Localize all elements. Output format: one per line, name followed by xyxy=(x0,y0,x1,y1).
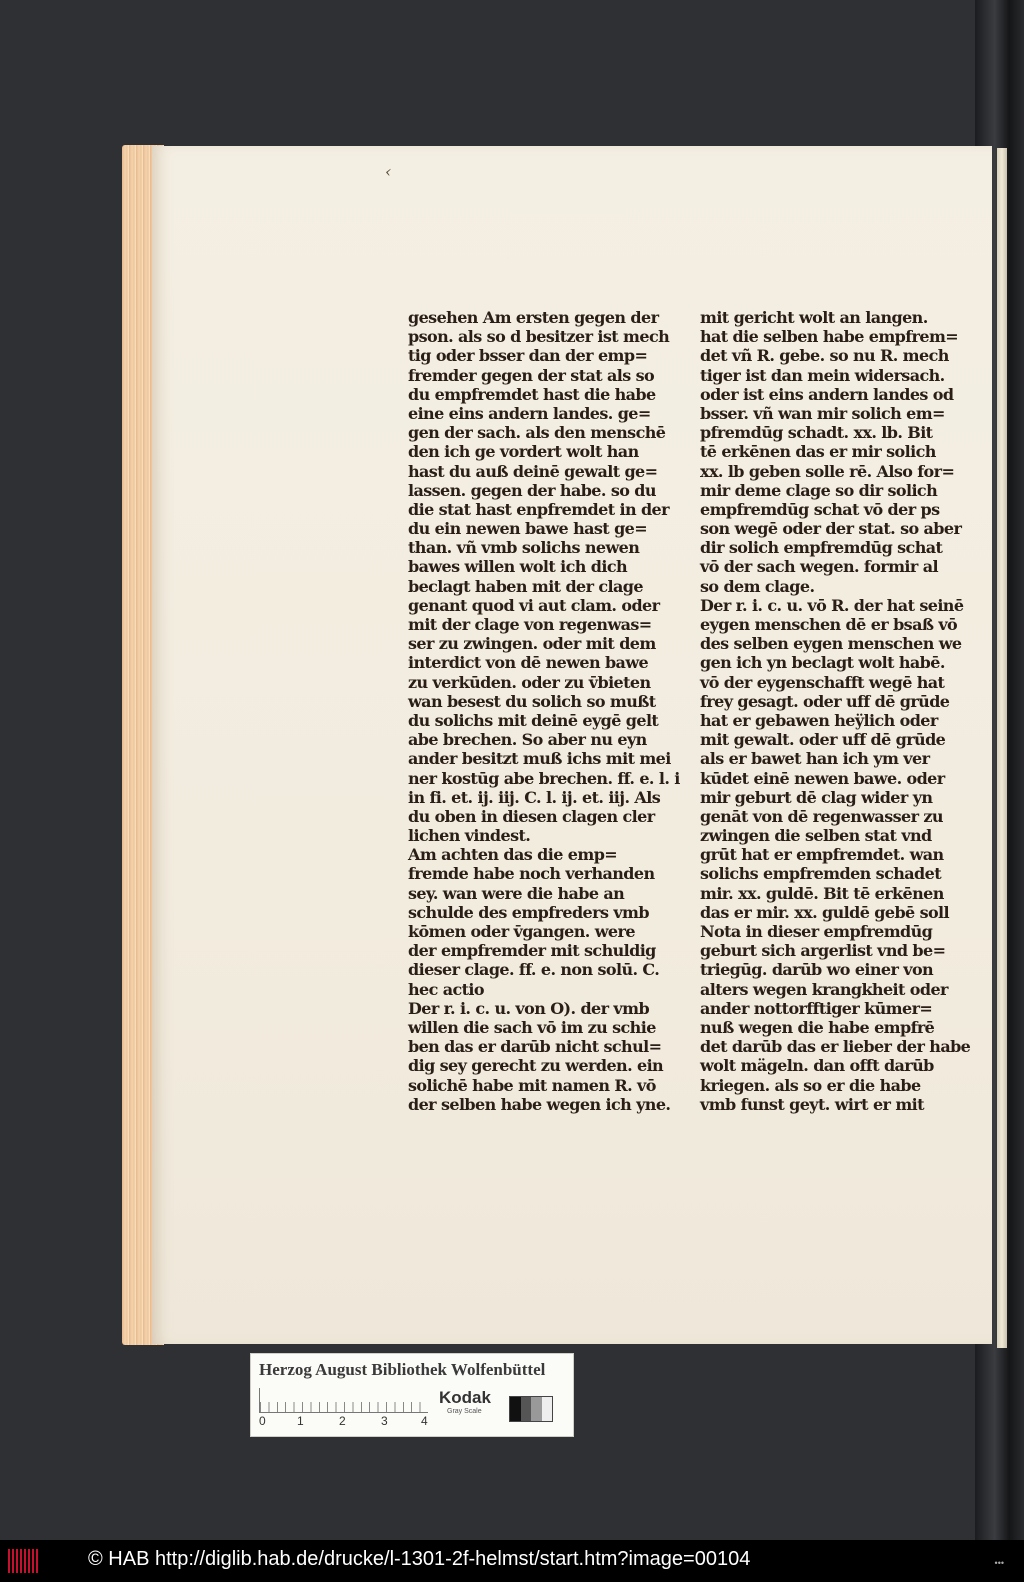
gray-patch xyxy=(510,1397,521,1421)
text-line: mit gericht wolt an langen. xyxy=(700,308,928,327)
footer-copyright-link[interactable]: © HAB http://diglib.hab.de/drucke/l-1301-2f-helmst/start.htm?image=00104 xyxy=(88,1548,751,1570)
text-line: genāt von dē regenwasser zu xyxy=(700,806,943,826)
text-line: mir deme clage so dir solich xyxy=(700,480,938,500)
text-line: nuß wegen die habe empfrē xyxy=(700,1017,935,1037)
text-line: det darūb das er lieber der habe xyxy=(700,1037,971,1057)
next-page-edge xyxy=(997,148,1007,1348)
text-line: grūt hat er empfremdet. wan xyxy=(700,845,944,865)
text-line: eine eins andern landes. ge= xyxy=(408,403,651,423)
text-column-left xyxy=(408,308,680,1114)
ruler-number: 1 xyxy=(297,1414,304,1428)
color-scale-card xyxy=(250,1353,574,1437)
text-line: son wegē oder der stat. so aber xyxy=(700,519,962,539)
gray-patch xyxy=(521,1397,532,1421)
margin-mark: ‹ xyxy=(385,162,392,181)
text-line: ander nottorfftiger kūmer= xyxy=(700,998,933,1018)
text-line: mit der clage von regenwas= xyxy=(408,615,652,634)
text-line: tiger ist dan mein widersach. xyxy=(700,365,945,385)
text-line: genant quod vi aut clam. oder xyxy=(408,595,660,615)
text-line: hat er gebawen heÿlich oder xyxy=(700,710,938,730)
text-line: das er mir. xx. guldē gebē soll xyxy=(700,902,950,922)
text-line: mir geburt dē clag wider yn xyxy=(700,787,933,807)
text-line: vō der sach wegen. formir al xyxy=(700,557,938,577)
text-line: xx. lb geben solle rē. Also for= xyxy=(700,461,955,481)
text-line: sey. wan were die habe an xyxy=(408,883,625,903)
text-line: fremde habe noch verhanden xyxy=(408,864,655,884)
text-line: solichē habe mit namen R. vō xyxy=(408,1075,656,1095)
footer-bar xyxy=(0,1540,1024,1582)
text-line: kōmen oder v̄gangen. were xyxy=(408,922,635,941)
text-line: du oben in diesen clagen cler xyxy=(408,806,655,826)
text-line: gen ich yn beclagt wolt habē. xyxy=(700,653,945,673)
text-line: Nota in dieser empfremdūg xyxy=(700,922,933,941)
text-line: kūdet einē newen bawe. oder xyxy=(700,768,945,788)
hab-logo-icon xyxy=(8,1549,48,1573)
text-line: wolt mägeln. dan offt darūb xyxy=(700,1056,934,1076)
text-line: so dem clage. xyxy=(700,576,815,596)
text-column-right xyxy=(700,308,971,1114)
text-line: ander besitzt muß ichs mit mei xyxy=(408,749,671,769)
text-line: bawes willen wolt ich dich xyxy=(408,557,628,577)
text-line: dir solich empfremdūg schat xyxy=(700,538,943,558)
text-line: zwingen die selben stat vnd xyxy=(700,826,932,846)
text-line: ner kostūg abe brechen. ff. e. l. i xyxy=(408,768,680,788)
text-line: oder ist eins andern landes od xyxy=(700,384,954,404)
text-line: lassen. gegen der habe. so du xyxy=(408,480,656,500)
ruler-number: 2 xyxy=(339,1414,346,1428)
text-line: det vñ R. gebe. so nu R. mech xyxy=(700,346,949,366)
text-line: als er bawet han ich ym ver xyxy=(700,749,930,769)
footer-dots: ••• xyxy=(994,1558,1004,1568)
text-line: frey gesagt. oder uff dē grūde xyxy=(700,691,950,711)
text-line: than. vñ vmb solichs newen xyxy=(408,538,640,558)
text-line: gen der sach. als den menschē xyxy=(408,423,666,443)
text-line: du empfremdet hast die habe xyxy=(408,384,656,404)
text-line: dieser clage. ff. e. non solū. C. xyxy=(408,960,660,980)
text-line: fremder gegen der stat als so xyxy=(408,365,655,385)
text-line: ben das er darūb nicht schul= xyxy=(408,1037,662,1057)
text-line: alters wegen krangkheit oder xyxy=(700,979,948,999)
text-line: mir. xx. guldē. Bit tē erkēnen xyxy=(700,883,944,903)
gray-patch xyxy=(542,1397,553,1421)
text-line: empfremdūg schat vō der ps xyxy=(700,499,940,519)
text-line: der selben habe wegen ich yne. xyxy=(408,1094,671,1114)
text-line: willen die sach vō im zu schie xyxy=(408,1017,656,1037)
kodak-subtitle: Gray Scale xyxy=(447,1408,482,1415)
text-line: tē erkēnen das er mir solich xyxy=(700,442,936,462)
text-line: des selben eygen menschen we xyxy=(700,634,962,654)
text-line: bsser. vñ wan mir solich em= xyxy=(700,403,945,423)
text-line: du ein newen bawe hast ge= xyxy=(408,519,648,539)
text-line: vō der eygenschafft wegē hat xyxy=(700,672,945,692)
text-line: Der r. i. c. u. von O). der vmb xyxy=(408,998,650,1018)
ruler-number: 4 xyxy=(421,1414,428,1428)
text-line: wan besest du solich so mußt xyxy=(408,691,656,711)
text-line: dig sey gerecht zu werden. ein xyxy=(408,1056,664,1076)
text-line: mit gewalt. oder uff dē grūde xyxy=(700,730,946,750)
ruler-number: 0 xyxy=(259,1414,266,1428)
library-title: Herzog August Bibliothek Wolfenbüttel xyxy=(259,1360,546,1379)
text-line: lichen vindest. xyxy=(408,826,531,846)
text-line: abe brechen. So aber nu eyn xyxy=(408,730,647,750)
kodak-logo: Kodak xyxy=(439,1388,491,1407)
gray-patch xyxy=(531,1397,542,1421)
text-line: die stat hast enpfremdet in der xyxy=(408,499,669,519)
text-line: eygen menschen dē er bsaß vō xyxy=(700,615,958,634)
text-line: pfremdūg schadt. xx. lb. Bit xyxy=(700,423,933,443)
text-line: hec actio xyxy=(408,979,484,999)
ruler-ticks xyxy=(259,1388,428,1413)
text-line: Der r. i. c. u. vō R. der hat seinē xyxy=(700,595,964,615)
ruler-number: 3 xyxy=(381,1414,388,1428)
text-line: du solichs mit deinē eygē gelt xyxy=(408,710,659,730)
text-line: Am achten das die emp= xyxy=(408,845,618,865)
text-line: zu verkūden. oder zu v̄bieten xyxy=(408,672,651,692)
text-line: geburt sich argerlist vnd be= xyxy=(700,941,946,961)
text-line: gesehen Am ersten gegen der xyxy=(408,308,659,327)
text-line: pson. als so d besitzer ist mech xyxy=(408,327,670,347)
text-line: vmb funst geyt. wirt er mit xyxy=(700,1094,924,1114)
text-line: tig oder bsser dan der emp= xyxy=(408,346,648,366)
text-line: schulde des empfreders vmb xyxy=(408,902,649,922)
text-line: ser zu zwingen. oder mit dem xyxy=(408,634,656,654)
text-line: der empfremder mit schuldig xyxy=(408,941,656,961)
text-line: beclagt haben mit der clage xyxy=(408,576,643,596)
text-line: den ich ge vordert wolt han xyxy=(408,442,639,462)
text-line: kriegen. als so er die habe xyxy=(700,1075,921,1095)
gray-patches xyxy=(509,1396,553,1422)
text-line: in fi. et. ij. iij. C. l. ij. et. iij. Als xyxy=(408,787,661,807)
text-line: triegūg. darūb wo einer von xyxy=(700,960,934,980)
text-line: hat die selben habe empfrem= xyxy=(700,327,959,347)
text-line: solichs empfremden schadet xyxy=(700,864,941,884)
text-line: interdict von dē newen bawe xyxy=(408,653,649,673)
text-line: hast du auß deinē gewalt ge= xyxy=(408,461,658,481)
